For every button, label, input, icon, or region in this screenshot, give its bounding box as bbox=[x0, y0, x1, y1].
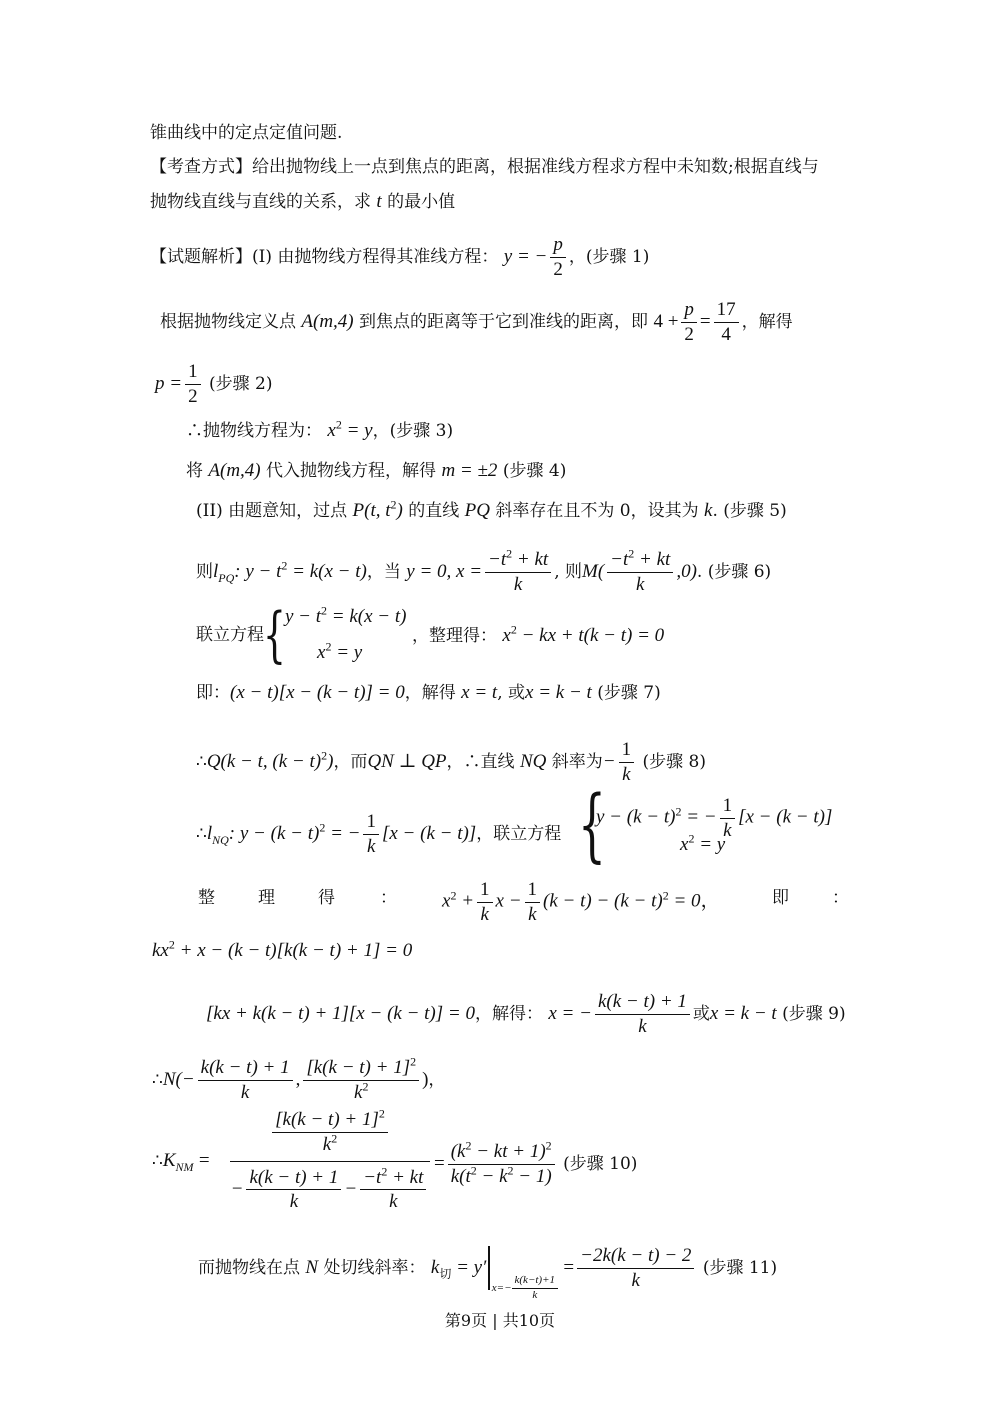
page-footer bbox=[0, 1308, 1000, 1331]
big-frac-den: − $\frac{k(k - t) + 1}{k}$ − $\frac{-t^2 + kt}{k}$ bbox=[230, 1162, 430, 1215]
big-frac-num: $\frac{[k(k - t) + 1]^2}{k^2}$ bbox=[230, 1108, 430, 1162]
therefore-symbol: ∴ bbox=[196, 823, 207, 844]
equals: = bbox=[434, 1152, 445, 1174]
part2-b: 的直线 bbox=[408, 501, 460, 521]
frac-1-k-b: $\frac{1}{k}$ bbox=[363, 810, 379, 859]
step1-label: ，(步骤 1) bbox=[568, 246, 650, 267]
method-line-1 bbox=[150, 157, 819, 177]
analysis-line bbox=[150, 233, 649, 282]
m-solution: m = ±2 bbox=[441, 460, 498, 481]
sys1-bottom: $x^2 = y$ bbox=[317, 639, 363, 663]
point-A: A(m,4) bbox=[208, 460, 261, 481]
solve2-text: ，解得： bbox=[474, 1003, 543, 1024]
slope-is: 斜率为 bbox=[551, 751, 603, 772]
q-line bbox=[196, 738, 706, 787]
intro-tail bbox=[150, 123, 342, 143]
sys2-top: $y - (k - t)^2$ = − $\frac{1}{k}$ [x − (k − t)] bbox=[596, 795, 833, 841]
lnq-eq: $l_{NQ}$: $y - (k - t)^2$ = − bbox=[206, 820, 361, 847]
page-total: 共10页 bbox=[502, 1311, 556, 1330]
eq-label: 抛物线方程为： bbox=[203, 421, 322, 441]
and-text: ，而 bbox=[333, 751, 368, 772]
factor-line bbox=[206, 990, 846, 1039]
frac-num: p bbox=[681, 298, 697, 323]
evaluation-bar bbox=[488, 1246, 490, 1290]
step10-label: (步骤 10) bbox=[563, 1153, 638, 1174]
sys2-bottom: $x^2 = y$ bbox=[680, 831, 726, 855]
step4-label: (步骤 4) bbox=[502, 461, 567, 481]
or2-text: 或 bbox=[692, 1003, 710, 1024]
spaced-3: 得 bbox=[318, 888, 335, 908]
parabola-eq-line bbox=[186, 417, 454, 443]
therefore-symbol: ∴ bbox=[186, 421, 203, 441]
lpq-line bbox=[196, 548, 771, 597]
lnq-line bbox=[196, 810, 561, 859]
therefore-symbol: ∴ bbox=[152, 1151, 163, 1171]
method-body-1: 给出抛物线上一点到焦点的距离，根据准线方程求方程中未知数;根据直线与 bbox=[252, 157, 819, 177]
method-body-2b: 的最小值 bbox=[387, 192, 456, 212]
bracket-term: [x − (k − t)] bbox=[381, 822, 477, 844]
simplify-text: ，整理得： bbox=[412, 626, 497, 646]
step2-label: (步骤 2) bbox=[208, 373, 273, 394]
frac-knm-result: $\frac{(k^2 - kt + 1)^2}{k(t^2 - k^2 - 1)}$ bbox=[448, 1140, 555, 1189]
N-close: ) bbox=[422, 1068, 429, 1090]
four-plus: 4 + bbox=[653, 310, 679, 332]
frac-derivative: $\frac{-2k(k - t) - 2}{k}$ bbox=[577, 1244, 694, 1293]
frac-xM: $\frac{-t^2 + kt}{k}$ bbox=[485, 548, 551, 597]
footer-separator: | bbox=[492, 1311, 498, 1330]
left-brace-2: { bbox=[578, 778, 606, 871]
simplified-eq-2: $x^2$ + $\frac{1}{k}$ x − $\frac{1}{k}$ $(k - t) - (k - t)^2 = 0$， bbox=[442, 879, 720, 925]
def-b: 到焦点的距离等于它到准线的距离，即 bbox=[359, 311, 649, 332]
frac-17-4 bbox=[714, 298, 739, 347]
simplified-eq: $x^2$ − kx + t(k − t) = 0 bbox=[502, 622, 665, 646]
substitute-line bbox=[186, 460, 566, 483]
frac-den: 2 bbox=[684, 323, 694, 345]
root-1: x = t bbox=[461, 682, 498, 703]
frac-Nx: $\frac{k(k - t) + 1}{k}$ bbox=[198, 1056, 293, 1105]
tangent-b: 处切线斜率： bbox=[323, 1257, 426, 1278]
definition-line bbox=[160, 298, 793, 347]
comma: ， bbox=[428, 1069, 446, 1090]
point-P: P(t, $t^2$) bbox=[352, 497, 403, 521]
part2-a: (II) 由题意知，过点 bbox=[196, 501, 348, 521]
eq-x2-y: $x^2 = y$ bbox=[327, 417, 373, 441]
x-eq-neg: x = − bbox=[548, 1002, 592, 1024]
def-c: ，解得 bbox=[741, 311, 793, 332]
x-k-t: x = k − t bbox=[709, 1002, 777, 1024]
line-NQ: NQ bbox=[519, 750, 547, 772]
equals: = bbox=[563, 1256, 575, 1278]
M-open: M( bbox=[582, 560, 605, 582]
therefore-symbol: ∴ bbox=[152, 1069, 163, 1090]
equals: = bbox=[198, 1150, 210, 1171]
K-NM: $K_{NM}$ bbox=[162, 1150, 194, 1174]
frac-num: 1 bbox=[185, 360, 201, 385]
point-A: A(m,4) bbox=[301, 310, 354, 332]
equals: = bbox=[699, 310, 711, 332]
tangent-a: 而抛物线在点 bbox=[198, 1257, 300, 1278]
part1-text: (I) 由抛物线方程得其准线方程： bbox=[252, 246, 499, 267]
step8-label: (步骤 8) bbox=[642, 751, 706, 772]
step3-label: ，(步骤 3) bbox=[372, 421, 454, 441]
sub-a: 将 bbox=[186, 461, 203, 481]
N-line bbox=[152, 1056, 445, 1105]
spaced-2: 理 bbox=[258, 888, 275, 908]
analysis-heading: 【试题解析】 bbox=[150, 246, 252, 267]
knm-big-fraction bbox=[230, 1108, 430, 1214]
sub-b: 代入抛物线方程，解得 bbox=[266, 461, 437, 481]
combine-text: 联立方程 bbox=[196, 625, 264, 645]
ie-line bbox=[196, 682, 661, 705]
method-body-2a: 抛物线直线与直线的关系，求 bbox=[150, 192, 371, 212]
point-Q: Q(k − t, $(k - t)^2$) bbox=[206, 748, 334, 772]
solve-text: ，解得 bbox=[404, 683, 456, 703]
page-number: 第9页 bbox=[444, 1311, 488, 1330]
step11-label: (步骤 11) bbox=[702, 1257, 778, 1278]
step9-label: (步骤 9) bbox=[782, 1003, 846, 1024]
sys1-top: $y - t^2 = k(x - t)$ bbox=[285, 603, 407, 627]
perp-relation: QN ⊥ QP bbox=[367, 750, 447, 772]
factored-eq: (x − t)[x − (k − t)] = 0 bbox=[230, 682, 405, 703]
line-PQ: PQ bbox=[464, 500, 490, 521]
def-a: 根据抛物线定义点 bbox=[160, 311, 296, 332]
N-open: N(− bbox=[162, 1068, 195, 1090]
M-close: ,0) bbox=[676, 560, 697, 582]
N-sep: , bbox=[295, 1068, 301, 1090]
method-line-2 bbox=[150, 191, 455, 214]
then-text: 则 bbox=[196, 561, 213, 582]
frac-num: 17 bbox=[714, 298, 739, 323]
method-heading: 【考查方式】 bbox=[150, 157, 252, 177]
point-N: N bbox=[305, 1256, 319, 1278]
frac-den: 2 bbox=[553, 258, 563, 280]
frac-1-k: $\frac{1}{k}$ bbox=[619, 738, 635, 787]
directrix-lhs: y = − bbox=[503, 245, 548, 267]
combine-label bbox=[196, 625, 264, 645]
ie2-eq: $kx^2 + x - (k - t)[k(k - t) + 1] = 0$ bbox=[152, 937, 413, 961]
spaced-1: 整 bbox=[198, 888, 215, 908]
therefore-symbol: ∴ bbox=[196, 751, 207, 772]
frac-p-2 bbox=[550, 233, 566, 282]
frac-num: p bbox=[550, 233, 566, 258]
spaced-6: ： bbox=[832, 888, 849, 908]
p-eq: p = bbox=[155, 372, 183, 394]
simplify-line bbox=[412, 622, 665, 648]
step5-label: . (步骤 5) bbox=[712, 501, 787, 521]
knm-rhs bbox=[434, 1140, 637, 1189]
lpq-eq: $l_{PQ}$: $y - t^2 = k(x - t)$ bbox=[213, 558, 367, 585]
ie-text: 即： bbox=[196, 683, 230, 703]
frac-1-k-c: $\frac{1}{k}$ bbox=[720, 794, 736, 843]
p-value-line bbox=[155, 360, 272, 409]
or-text: , 或 bbox=[497, 683, 526, 703]
step6-label: . (步骤 6) bbox=[696, 561, 772, 582]
frac-xN: $\frac{k(k - t) + 1}{k}$ bbox=[595, 990, 690, 1039]
part2-line bbox=[196, 497, 787, 523]
then-m: , 则 bbox=[554, 561, 582, 582]
frac-1-2 bbox=[185, 360, 201, 409]
eval-point: x=− k(k−t)+1 k bbox=[492, 1282, 558, 1294]
knm-lhs bbox=[152, 1150, 210, 1173]
root-2: x = k − t bbox=[525, 682, 592, 703]
spaced-5: 即 bbox=[772, 888, 789, 908]
part2-c: 斜率存在且不为 0，设其为 bbox=[495, 501, 699, 521]
var-t: t bbox=[376, 191, 382, 212]
frac-Ny: $\frac{[k(k - t) + 1]^2}{k^2}$ bbox=[303, 1056, 419, 1105]
var-k: k bbox=[704, 500, 713, 521]
k-tangent: $k_切 = y'$ bbox=[430, 1256, 487, 1281]
frac-den: 4 bbox=[721, 323, 731, 345]
frac-den: 2 bbox=[188, 385, 198, 407]
neg-sign: − bbox=[602, 750, 616, 772]
when-text: ，当 bbox=[366, 561, 401, 582]
tangent-line bbox=[198, 1244, 777, 1302]
left-brace: { bbox=[263, 600, 286, 670]
combine2-text: ，联立方程 bbox=[476, 823, 562, 844]
factored-2: [kx + k(k − t) + 1][x − (k − t)] = 0 bbox=[206, 1002, 475, 1024]
frac-p-2b bbox=[681, 298, 697, 347]
intro-text: 锥曲线中的定点定值问题. bbox=[150, 123, 343, 143]
frac-xM-2: $\frac{-t^2 + kt}{k}$ bbox=[607, 548, 673, 597]
step7-label: (步骤 7) bbox=[597, 683, 661, 703]
spaced-4: ： bbox=[380, 888, 397, 908]
line-nq-text: ，∴直线 bbox=[446, 751, 515, 772]
y0-x: y = 0, x = bbox=[406, 560, 483, 582]
